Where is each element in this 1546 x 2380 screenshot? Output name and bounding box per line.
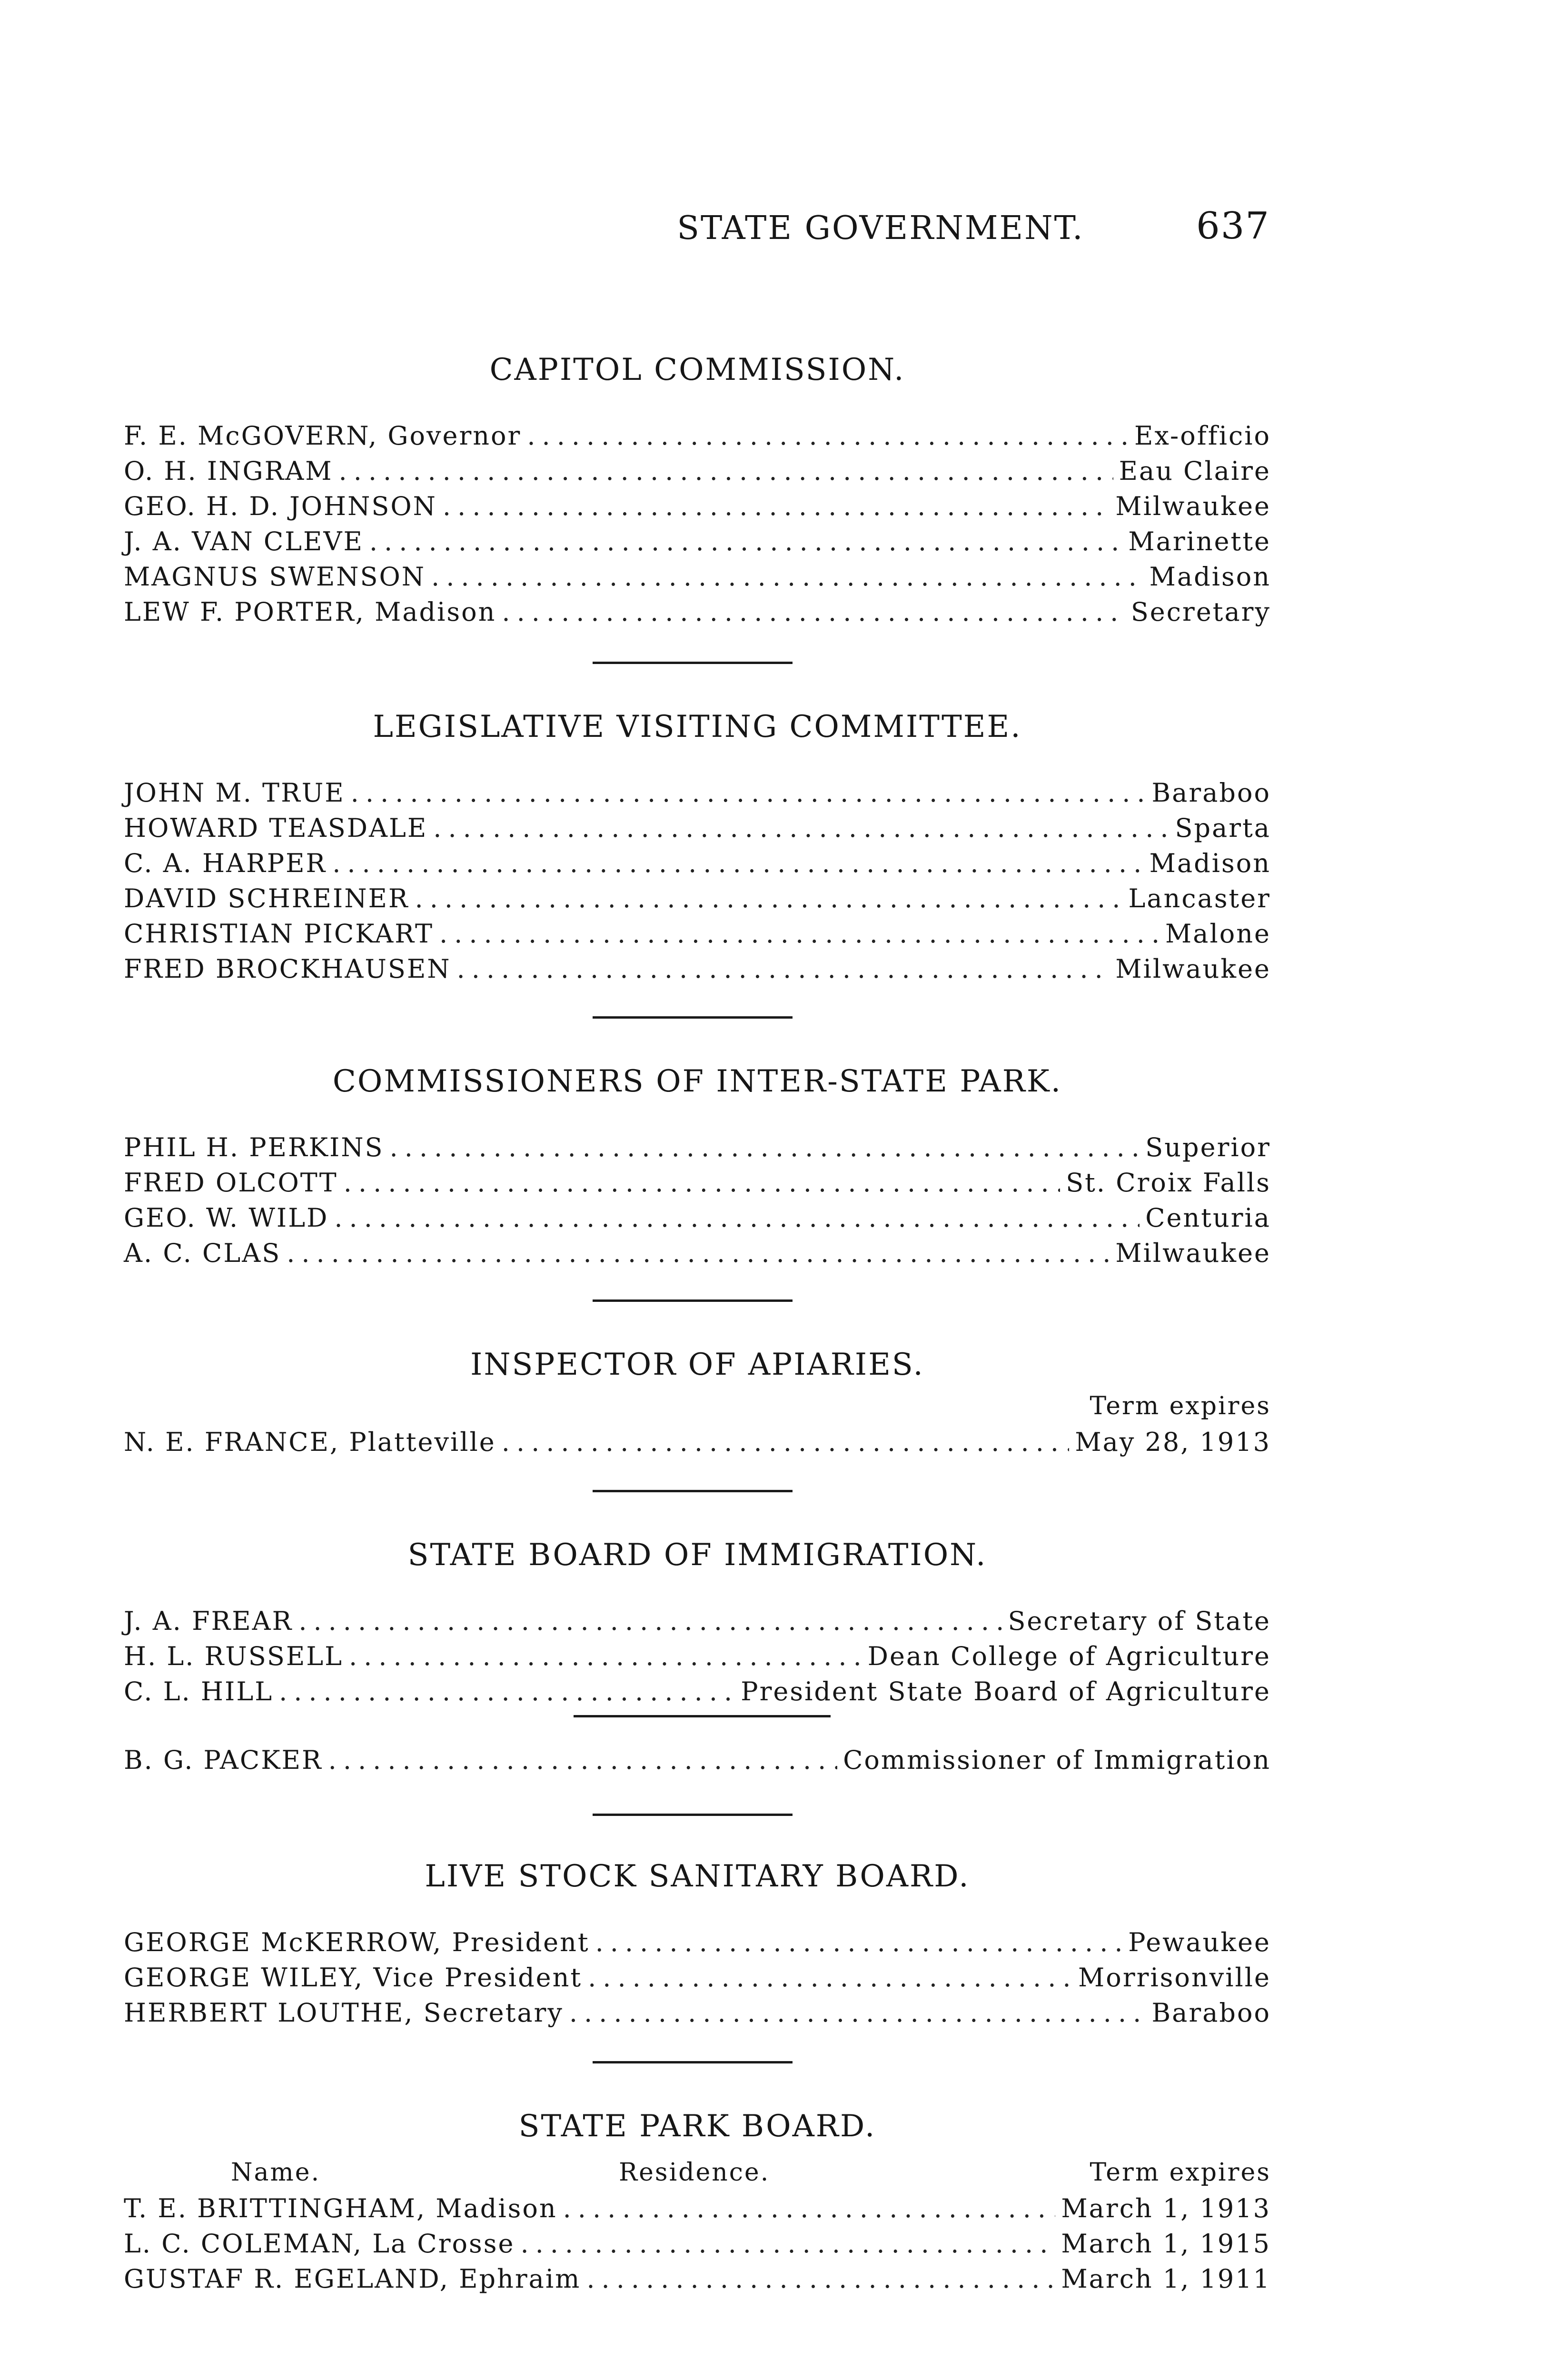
list-item [124, 1168, 1271, 1203]
entry-name: PHIL H. PERKINS [124, 1132, 384, 1162]
inner-divider [574, 1715, 831, 1717]
entry-value: Dean College of Agriculture [867, 1641, 1271, 1671]
list-item [124, 421, 1271, 456]
entry-name: C. A. HARPER [124, 848, 327, 878]
dot-leader [390, 1132, 1140, 1162]
entry-name: GEORGE WILEY, Vice President [124, 1963, 583, 1993]
section-state-board-of-immigration [124, 1537, 1271, 1780]
list-item [124, 1745, 1271, 1780]
dot-leader [439, 919, 1160, 949]
list-item [124, 1927, 1271, 1963]
dot-leader [457, 954, 1110, 984]
dot-leader [328, 1745, 837, 1775]
list-item [124, 491, 1271, 526]
section-state-park-board [124, 2109, 1271, 2299]
entry-value: Sparta [1175, 813, 1271, 843]
entry-name: LEW F. PORTER, Madison [124, 597, 496, 627]
dot-leader [415, 883, 1123, 913]
list-item [124, 597, 1271, 632]
dot-leader [520, 2229, 1055, 2259]
column-header-residence: Residence. [619, 2158, 770, 2187]
entry-name: C. L. HILL [124, 1676, 274, 1706]
entry-name: MAGNUS SWENSON [124, 562, 426, 592]
dot-leader [527, 421, 1129, 451]
list-item [124, 1238, 1271, 1273]
list-item [124, 2229, 1271, 2264]
section-divider [593, 1016, 793, 1019]
section-title: LEGISLATIVE VISITING COMMITTEE. [373, 709, 1022, 744]
section-title: LIVE STOCK SANITARY BOARD. [425, 1859, 970, 1894]
section-title: CAPITOL COMMISSION. [489, 352, 905, 387]
dot-leader [443, 491, 1110, 521]
dot-leader [298, 1606, 1002, 1636]
entry-value: Milwaukee [1115, 954, 1271, 984]
entry-value: Baraboo [1151, 778, 1271, 808]
entry-value: Secretary [1130, 597, 1271, 627]
entry-value: Madison [1149, 848, 1271, 878]
section-capitol-commission [124, 352, 1271, 632]
entry-value: Eau Claire [1119, 456, 1271, 486]
entry-value: President State Board of Agriculture [741, 1676, 1271, 1706]
list-item [124, 2193, 1271, 2229]
entry-value: March 1, 1911 [1061, 2264, 1271, 2294]
list-item [124, 456, 1271, 491]
dot-leader [502, 1427, 1070, 1457]
list-item [124, 1132, 1271, 1168]
list-item [124, 1427, 1271, 1462]
section-legislative-visiting-committee [124, 709, 1271, 989]
dot-leader [431, 562, 1144, 592]
dot-leader [502, 597, 1125, 627]
section-title: STATE PARK BOARD. [518, 2109, 876, 2144]
section-title: STATE BOARD OF IMMIGRATION. [407, 1537, 987, 1573]
entry-name: CHRISTIAN PICKART [124, 919, 434, 949]
entry-name: HOWARD TEASDALE [124, 813, 428, 843]
entry-value: Madison [1149, 562, 1271, 592]
list-item [124, 526, 1271, 562]
entry-value: March 1, 1915 [1061, 2229, 1271, 2259]
dot-leader [586, 2264, 1055, 2294]
entry-name: HERBERT LOUTHE, Secretary [124, 1998, 564, 2028]
dot-leader [349, 1641, 862, 1671]
dot-leader [351, 778, 1146, 808]
list-item [124, 813, 1271, 848]
list-item [124, 562, 1271, 597]
entry-value: Baraboo [1151, 1998, 1271, 2028]
entry-name: F. E. McGOVERN, Governor [124, 421, 522, 451]
entry-name: B. G. PACKER [124, 1745, 323, 1775]
entry-value: Milwaukee [1115, 491, 1271, 521]
dot-leader [369, 526, 1122, 556]
entry-value: St. Croix Falls [1066, 1168, 1271, 1198]
running-head: STATE GOVERNMENT. [677, 209, 1084, 247]
list-item [124, 1963, 1271, 1998]
section-divider [593, 1299, 793, 1302]
entry-value: May 28, 1913 [1075, 1427, 1271, 1457]
entry-name: GEO. W. WILD [124, 1203, 329, 1233]
entry-name: H. L. RUSSELL [124, 1641, 343, 1671]
section-title: COMMISSIONERS OF INTER-STATE PARK. [332, 1064, 1062, 1099]
dot-leader [563, 2193, 1056, 2223]
entry-name: GEORGE McKERROW, President [124, 1927, 590, 1957]
section-title: INSPECTOR OF APIARIES. [470, 1347, 924, 1382]
dot-leader [339, 456, 1113, 486]
list-item [124, 1676, 1271, 1712]
entry-name: JOHN M. TRUE [124, 778, 345, 808]
entry-name: O. H. INGRAM [124, 456, 333, 486]
dot-leader [334, 1203, 1140, 1233]
list-item [124, 848, 1271, 883]
entry-name: T. E. BRITTINGHAM, Madison [124, 2193, 557, 2223]
entry-name: FRED BROCKHAUSEN [124, 954, 451, 984]
section-inspector-of-apiaries [124, 1347, 1271, 1462]
entry-value: Superior [1145, 1132, 1271, 1162]
entry-value: Commissioner of Immigration [843, 1745, 1271, 1775]
dot-leader [433, 813, 1169, 843]
section-divider [593, 1490, 793, 1492]
dot-leader [595, 1927, 1123, 1957]
entry-value: Lancaster [1128, 883, 1271, 913]
dot-leader [279, 1676, 735, 1706]
list-item [124, 1641, 1271, 1676]
entry-name: L. C. COLEMAN, La Crosse [124, 2229, 515, 2259]
entry-value: Secretary of State [1008, 1606, 1271, 1636]
entry-value: Morrisonville [1078, 1963, 1271, 1993]
section-divider [593, 2061, 793, 2063]
column-headers [124, 2158, 1271, 2193]
section-divider [593, 662, 793, 664]
list-item [124, 1998, 1271, 2033]
column-header-name: Name. [231, 2158, 321, 2187]
entry-name: J. A. FREAR [124, 1606, 293, 1636]
entry-value: March 1, 1913 [1061, 2193, 1271, 2223]
list-item [124, 1606, 1271, 1641]
dot-leader [588, 1963, 1072, 1993]
column-header-term: Term expires [1090, 2158, 1271, 2187]
entry-name: GEO. H. D. JOHNSON [124, 491, 437, 521]
entry-value: Pewaukee [1128, 1927, 1271, 1957]
list-item [124, 1203, 1271, 1238]
list-item [124, 778, 1271, 813]
page-number: 637 [1196, 205, 1270, 248]
dot-leader [569, 1998, 1146, 2028]
entry-value: Milwaukee [1115, 1238, 1271, 1268]
dot-leader [344, 1168, 1060, 1198]
entry-name: J. A. VAN CLEVE [124, 526, 364, 556]
entry-name: DAVID SCHREINER [124, 883, 409, 913]
section-live-stock-sanitary-board [124, 1859, 1271, 2033]
entry-name: A. C. CLAS [124, 1238, 281, 1268]
section-inter-state-park [124, 1064, 1271, 1273]
list-item [124, 954, 1271, 989]
column-header-term: Term expires [1090, 1392, 1271, 1420]
entry-value: Ex-officio [1134, 421, 1271, 451]
entry-value: Marinette [1128, 526, 1271, 556]
list-item [124, 2264, 1271, 2299]
entry-value: Centuria [1145, 1203, 1271, 1233]
list-item [124, 919, 1271, 954]
dot-leader [287, 1238, 1110, 1268]
entry-name: FRED OLCOTT [124, 1168, 338, 1198]
list-item [124, 883, 1271, 919]
entry-name: N. E. FRANCE, Platteville [124, 1427, 496, 1457]
section-divider [593, 1814, 793, 1816]
dot-leader [332, 848, 1143, 878]
entry-name: GUSTAF R. EGELAND, Ephraim [124, 2264, 581, 2294]
entry-value: Malone [1165, 919, 1271, 949]
